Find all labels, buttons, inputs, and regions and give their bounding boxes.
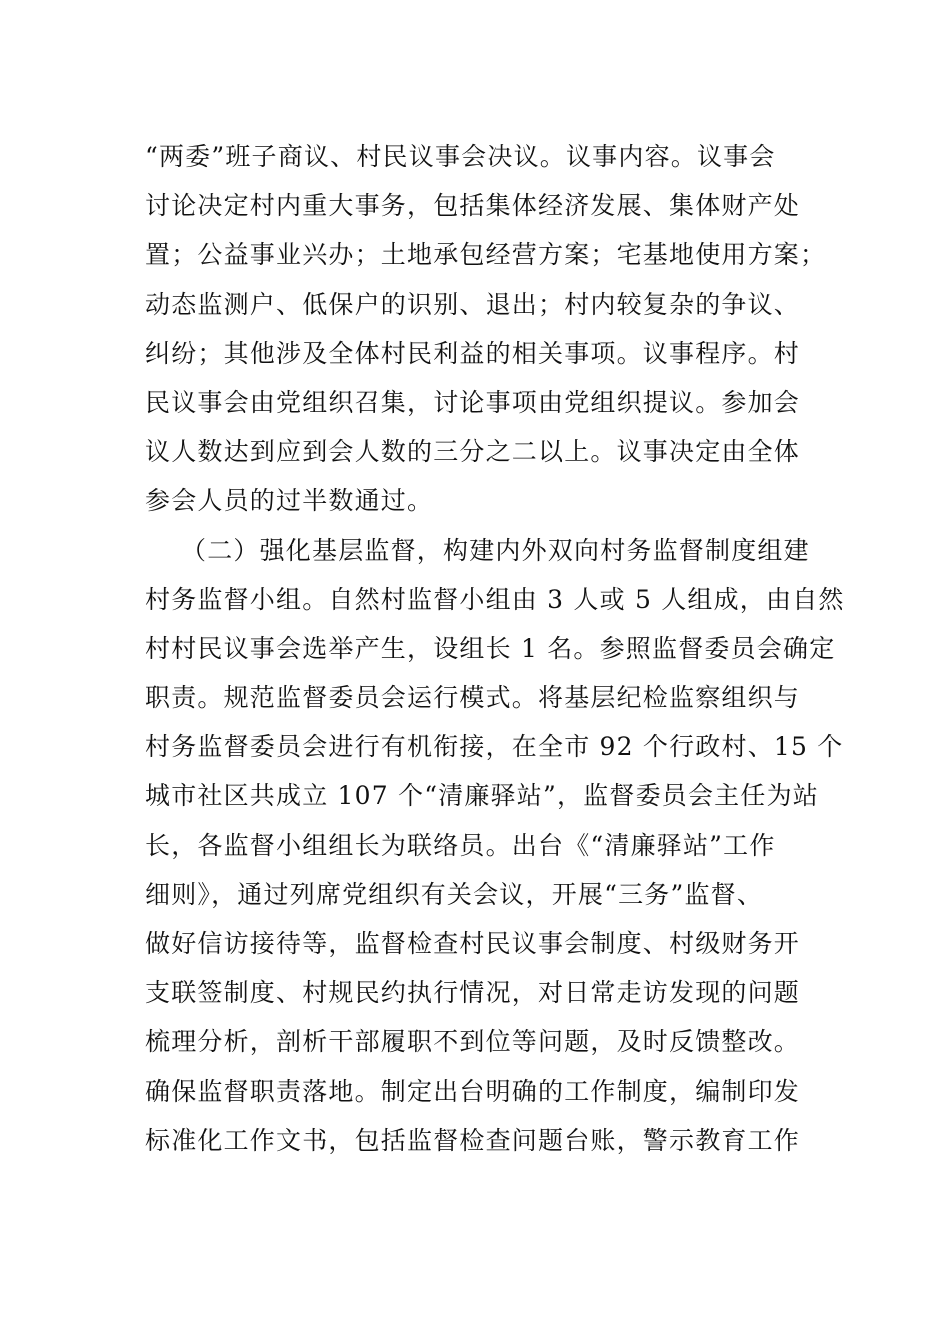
text-line: 确保监督职责落地。制定出台明确的工作制度，编制印发 [145,1076,801,1106]
section-heading-line: （二）强化基层监督，构建内外双向村务监督制度组建 [181,535,810,565]
text-line: 支联签制度、村规民约执行情况，对日常走访发现的问题 [145,978,801,1008]
text-line: 村村民议事会选举产生，设组长 1 名。参照监督委员会确定 [145,633,836,663]
text-line: 标准化工作文书，包括监督检查问题台账，警示教育工作 [145,1125,801,1155]
text-line: 职责。规范监督委员会运行模式。将基层纪检监察组织与 [145,683,801,713]
text-line: 梳理分析，剖析干部履职不到位等问题，及时反馈整改。 [145,1027,801,1057]
text-line: 村务监督小组。自然村监督小组由 3 人或 5 人组成，由自然 [145,584,845,614]
text-line: 纠纷；其他涉及全体村民利益的相关事项。议事程序。村 [145,338,801,368]
text-line: 议人数达到应到会人数的三分之二以上。议事决定由全体 [145,437,801,467]
text-line: 民议事会由党组织召集，讨论事项由党组织提议。参加会 [145,387,801,417]
text-line: 动态监测户、低保户的识别、退出；村内较复杂的争议、 [145,289,801,319]
text-line: 细则》，通过列席党组织有关会议，开展“三务”监督、 [145,879,764,909]
document-body [145,132,845,1165]
text-line: 长，各监督小组组长为联络员。出台《“清廉驿站”工作 [145,830,776,860]
text-line: 做好信访接待等，监督检查村民议事会制度、村级财务开 [145,929,801,958]
text-line: 村务监督委员会进行有机衔接，在全市 92 个行政村、15 个 [145,732,844,762]
text-line: 城市社区共成立 107 个“清廉驿站”，监督委员会主任为站 [145,781,819,811]
text-line: 讨论决定村内重大事务，包括集体经济发展、集体财产处 [145,191,801,221]
text-line: “两委”班子商议、村民议事会决议。议事内容。议事会 [145,142,776,171]
text-line: 置；公益事业兴办；土地承包经营方案；宅基地使用方案； [145,240,827,270]
text-line: 参会人员的过半数通过。 [145,486,434,516]
